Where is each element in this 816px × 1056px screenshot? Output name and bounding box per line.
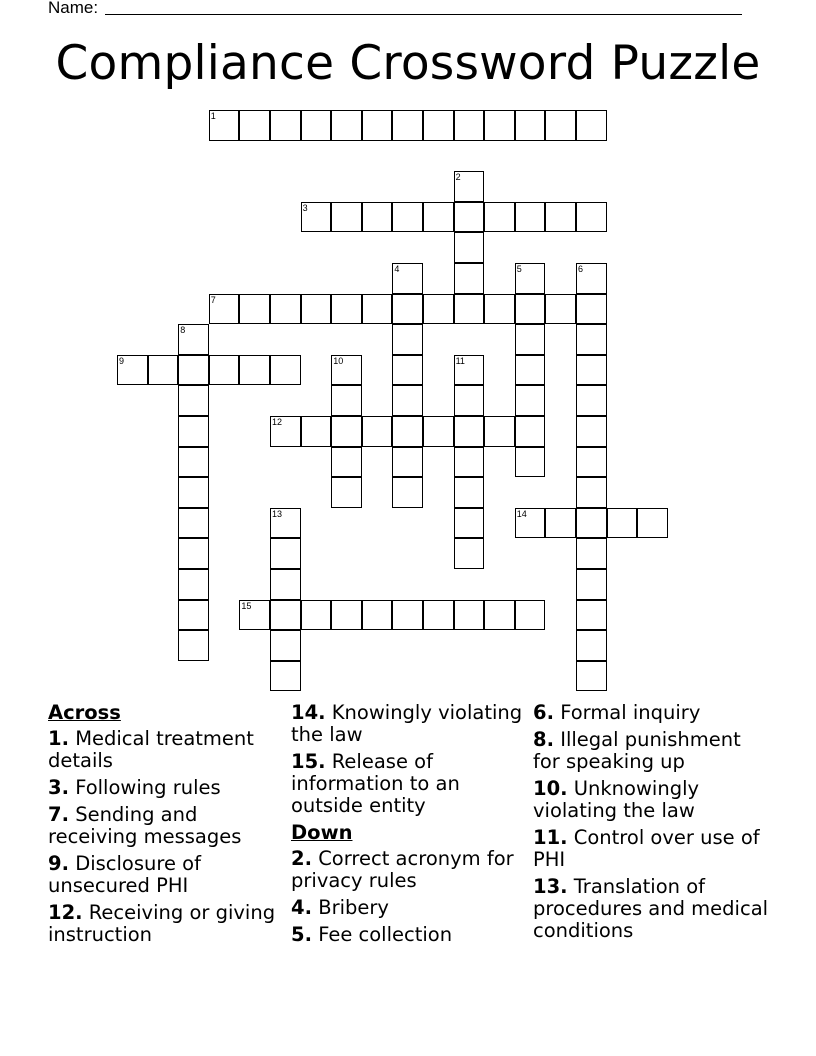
clue-item-number: 13.: [533, 875, 568, 898]
clue-item-text: Fee collection: [318, 923, 453, 946]
grid-cell[interactable]: [117, 355, 148, 386]
clue-item: [533, 778, 771, 822]
grid-cell[interactable]: [270, 355, 301, 386]
grid-cell[interactable]: [392, 324, 423, 355]
clue-item-text: Correct acronym for privacy rules: [291, 847, 514, 892]
grid-cell[interactable]: [545, 110, 576, 141]
grid-cell[interactable]: [576, 263, 607, 294]
grid-cell[interactable]: [607, 508, 638, 539]
clue-number: 11: [455, 355, 465, 366]
grid-cell[interactable]: [270, 508, 301, 539]
clue-item-number: 9.: [48, 852, 69, 875]
grid-cell[interactable]: [301, 110, 332, 141]
grid-cell[interactable]: [576, 416, 607, 447]
grid-cell[interactable]: [331, 110, 362, 141]
clue-item-number: 7.: [48, 803, 69, 826]
grid-cell[interactable]: [423, 416, 454, 447]
grid-cell[interactable]: [515, 416, 546, 447]
clue-item-number: 10.: [533, 777, 568, 800]
grid-cell[interactable]: [576, 600, 607, 631]
grid-cell[interactable]: [484, 202, 515, 233]
clue-item-number: 8.: [533, 728, 554, 751]
grid-cell[interactable]: [270, 538, 301, 569]
grid-cell[interactable]: [454, 538, 485, 569]
grid-cell[interactable]: [576, 110, 607, 141]
grid-cell[interactable]: [331, 416, 362, 447]
clue-item-number: 2.: [291, 847, 312, 870]
grid-cell[interactable]: [239, 294, 270, 325]
grid-cell[interactable]: [331, 202, 362, 233]
down-clue-list-continued: [533, 702, 771, 942]
clue-item-number: 4.: [291, 896, 312, 919]
grid-cell[interactable]: [576, 538, 607, 569]
grid-cell[interactable]: [545, 294, 576, 325]
clue-number: 7: [210, 294, 216, 305]
grid-cell[interactable]: [178, 630, 209, 661]
across-heading: Across: [48, 701, 121, 724]
grid-cell[interactable]: [301, 600, 332, 631]
grid-cell[interactable]: [331, 294, 362, 325]
down-clue-list: [291, 848, 529, 946]
page-title: Compliance Crossword Puzzle: [55, 36, 761, 91]
grid-cell[interactable]: [576, 202, 607, 233]
grid-cell[interactable]: [515, 385, 546, 416]
clue-number: 5: [516, 264, 522, 274]
grid-cell[interactable]: [270, 630, 301, 661]
grid-cell[interactable]: [576, 324, 607, 355]
grid-cell[interactable]: [637, 508, 668, 539]
clue-column-2: [291, 702, 529, 951]
grid-cell[interactable]: [576, 294, 607, 325]
clue-item-number: 3.: [48, 776, 69, 799]
grid-cell[interactable]: [484, 600, 515, 631]
grid-cell[interactable]: [331, 355, 362, 386]
grid-cell[interactable]: [454, 294, 485, 325]
clue-number: 3: [302, 202, 308, 213]
grid-cell[interactable]: [515, 202, 546, 233]
grid-cell[interactable]: [362, 294, 393, 325]
grid-cell[interactable]: [178, 324, 209, 355]
grid-cell[interactable]: [362, 110, 393, 141]
clue-number: 2: [455, 172, 461, 183]
grid-cell[interactable]: [392, 202, 423, 233]
clue-item-text: Receiving or giving instruction: [48, 901, 276, 946]
grid-cell[interactable]: [454, 110, 485, 141]
grid-cell[interactable]: [178, 569, 209, 600]
clue-item: [291, 751, 529, 817]
grid-cell[interactable]: [576, 630, 607, 661]
grid-cell[interactable]: [454, 416, 485, 447]
clue-item: [48, 777, 286, 799]
grid-cell[interactable]: [576, 355, 607, 386]
clue-item-number: 14.: [291, 701, 326, 724]
grid-cell[interactable]: [270, 569, 301, 600]
across-clue-list: [48, 728, 286, 946]
clue-item-text: Unknowingly violating the law: [533, 777, 700, 822]
grid-cell[interactable]: [515, 294, 546, 325]
grid-cell[interactable]: [515, 600, 546, 631]
grid-cell[interactable]: [454, 232, 485, 263]
grid-cell[interactable]: [209, 355, 240, 386]
clue-number: 1: [210, 111, 216, 121]
grid-cell[interactable]: [423, 202, 454, 233]
grid-cell[interactable]: [454, 447, 485, 478]
clue-number: 14: [516, 508, 527, 519]
clue-item-text: Knowingly violating the law: [291, 701, 523, 746]
name-label: Name:: [48, 0, 99, 17]
grid-cell[interactable]: [178, 447, 209, 478]
grid-cell[interactable]: [454, 508, 485, 539]
clue-item: [48, 804, 286, 848]
grid-cell[interactable]: [331, 447, 362, 478]
grid-cell[interactable]: [515, 263, 546, 294]
grid-cell[interactable]: [454, 355, 485, 386]
grid-cell[interactable]: [392, 263, 423, 294]
clue-column-1: [48, 702, 286, 951]
grid-cell[interactable]: [148, 355, 179, 386]
clue-item: [291, 924, 529, 946]
clue-number: 6: [578, 264, 584, 274]
clue-item: [291, 848, 529, 892]
clue-number: 13: [272, 508, 283, 519]
grid-cell[interactable]: [270, 294, 301, 325]
clue-column-3: [533, 702, 771, 947]
grid-cell[interactable]: [576, 477, 607, 508]
clue-number: 15: [241, 600, 252, 611]
clue-item-text: Bribery: [318, 896, 389, 919]
grid-cell[interactable]: [392, 477, 423, 508]
grid-cell[interactable]: [454, 385, 485, 416]
grid-cell[interactable]: [392, 294, 423, 325]
grid-cell[interactable]: [178, 538, 209, 569]
clue-number: 4: [394, 264, 400, 274]
clue-item-number: 11.: [533, 826, 568, 849]
clue-item: [533, 876, 771, 942]
grid-cell[interactable]: [362, 600, 393, 631]
grid-cell[interactable]: [515, 508, 546, 539]
grid-cell[interactable]: [301, 294, 332, 325]
across-clue-list-continued: [291, 702, 529, 817]
grid-cell[interactable]: [515, 447, 546, 478]
grid-cell[interactable]: [454, 600, 485, 631]
clue-item: [48, 728, 286, 772]
grid-cell[interactable]: [301, 416, 332, 447]
clue-item: [48, 902, 286, 946]
grid-cell[interactable]: [209, 294, 240, 325]
clue-item-text: Control over use of PHI: [533, 826, 760, 871]
clue-item-text: Release of information to an outside entity: [291, 750, 460, 817]
grid-cell[interactable]: [576, 385, 607, 416]
clue-item: [533, 702, 771, 724]
grid-cell[interactable]: [270, 110, 301, 141]
grid-cell[interactable]: [362, 416, 393, 447]
grid-cell[interactable]: [178, 416, 209, 447]
grid-cell[interactable]: [209, 110, 240, 141]
grid-cell[interactable]: [423, 600, 454, 631]
clue-item-text: Sending and receiving messages: [48, 803, 242, 848]
grid-cell[interactable]: [392, 600, 423, 631]
grid-cell[interactable]: [454, 263, 485, 294]
clue-item-text: Translation of procedures and medical conditions: [533, 875, 769, 942]
clue-item: [48, 853, 286, 897]
grid-cell[interactable]: [484, 416, 515, 447]
grid-cell[interactable]: [331, 385, 362, 416]
grid-cell[interactable]: [545, 508, 576, 539]
grid-cell[interactable]: [515, 355, 546, 386]
grid-cell[interactable]: [178, 508, 209, 539]
clue-item: [533, 729, 771, 773]
grid-cell[interactable]: [484, 110, 515, 141]
grid-cell[interactable]: [545, 202, 576, 233]
grid-cell[interactable]: [178, 600, 209, 631]
grid-cell[interactable]: [515, 110, 546, 141]
grid-cell[interactable]: [392, 110, 423, 141]
clue-item-text: Medical treatment details: [48, 727, 254, 772]
clue-item-number: 6.: [533, 701, 554, 724]
clue-item-text: Illegal punishment for speaking up: [533, 728, 741, 773]
clue-item-number: 1.: [48, 727, 69, 750]
grid-cell[interactable]: [392, 385, 423, 416]
clue-item: [291, 897, 529, 919]
grid-cell[interactable]: [454, 171, 485, 202]
grid-cell[interactable]: [331, 600, 362, 631]
clue-item-text: Following rules: [75, 776, 221, 799]
grid-cell[interactable]: [392, 355, 423, 386]
grid-cell[interactable]: [362, 202, 393, 233]
clue-number: 10: [333, 355, 344, 366]
clue-number: 12: [272, 417, 283, 427]
grid-cell[interactable]: [454, 202, 485, 233]
grid-cell[interactable]: [576, 508, 607, 539]
grid-cell[interactable]: [576, 569, 607, 600]
grid-cell[interactable]: [454, 477, 485, 508]
grid-cell[interactable]: [301, 202, 332, 233]
clue-item-number: 12.: [48, 901, 83, 924]
grid-cell[interactable]: [270, 600, 301, 631]
clue-item-number: 15.: [291, 750, 326, 773]
grid-cell[interactable]: [270, 416, 301, 447]
clue-item-number: 5.: [291, 923, 312, 946]
grid-cell[interactable]: [484, 294, 515, 325]
grid-cell[interactable]: [178, 477, 209, 508]
grid-cell[interactable]: [576, 661, 607, 692]
grid-cell[interactable]: [392, 416, 423, 447]
grid-cell[interactable]: [239, 110, 270, 141]
grid-cell[interactable]: [576, 447, 607, 478]
grid-cell[interactable]: [423, 294, 454, 325]
grid-cell[interactable]: [239, 355, 270, 386]
clue-number: 9: [119, 355, 125, 366]
grid-cell[interactable]: [331, 477, 362, 508]
grid-cell[interactable]: [270, 661, 301, 692]
clue-item-text: Formal inquiry: [560, 701, 701, 724]
clue-item-text: Disclosure of unsecured PHI: [48, 852, 201, 897]
clue-item: [533, 827, 771, 871]
grid-cell[interactable]: [178, 355, 209, 386]
clue-number: 8: [180, 325, 186, 336]
grid-cell[interactable]: [515, 324, 546, 355]
grid-cell[interactable]: [392, 447, 423, 478]
grid-cell[interactable]: [423, 110, 454, 141]
clue-item: [291, 702, 529, 746]
grid-cell[interactable]: [178, 385, 209, 416]
down-heading: Down: [291, 821, 353, 844]
grid-cell[interactable]: [239, 600, 270, 631]
